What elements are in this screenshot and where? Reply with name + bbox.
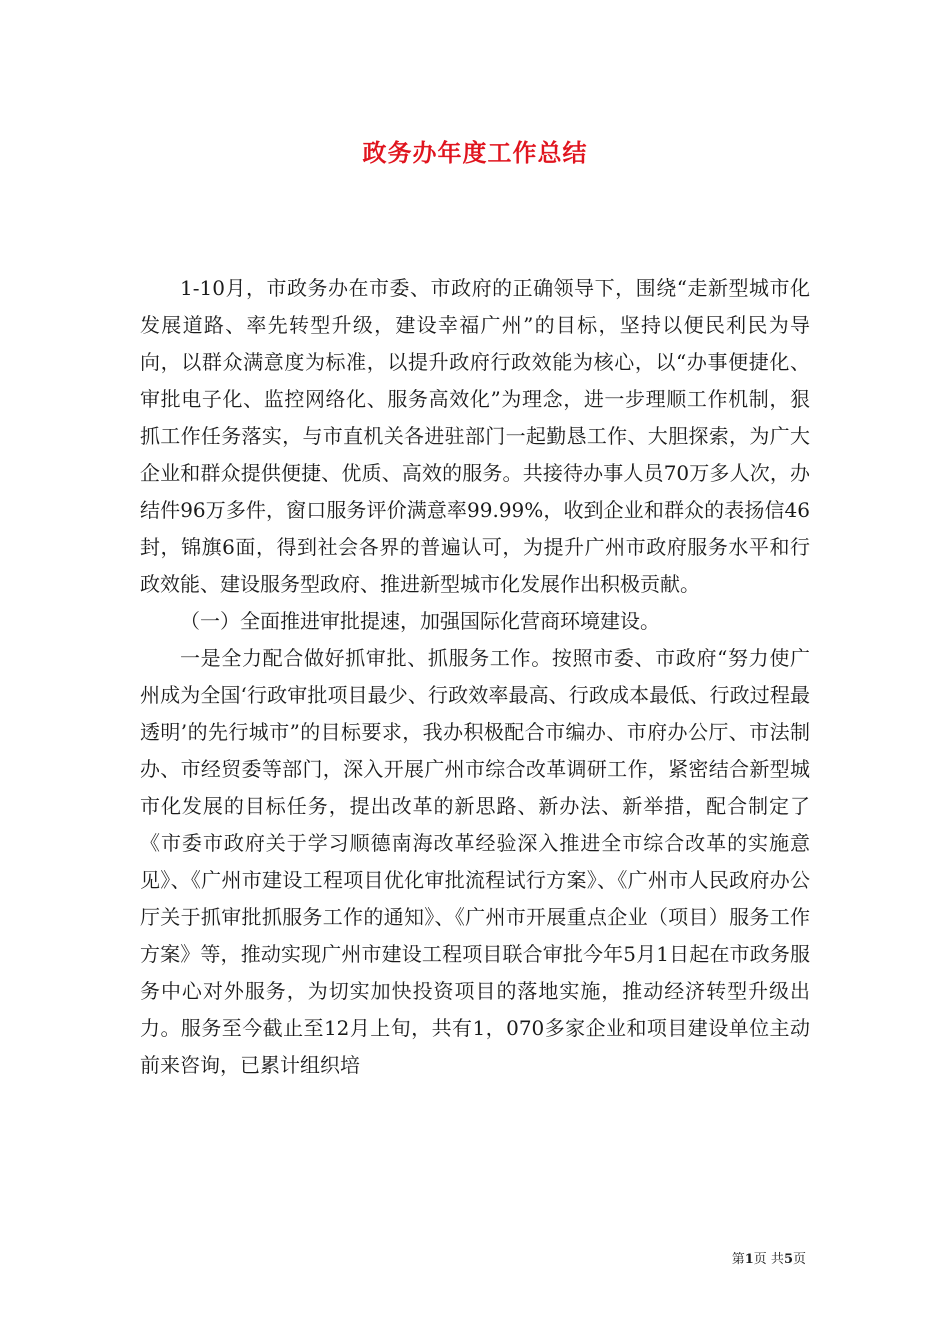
paragraph-approval-service: 一是全力配合做好抓审批、抓服务工作。按照市委、市政府“努力使广州成为全国‘行政审批项目最少、行政效率最高、行政成本最低、行政过程最透明’的先行城市”的目标要求，我办积极配合市编办、市府办公厅、市法制办、市经贸委等部门，深入开展广州市综合改革调研工作，紧密结合新型城市化发展的目标任务，提出改革的新思路、新办法、新举措，配合制定了《市委市政府关于学习顺德南海改革经验深入推进全市综合改革的实施意见》、《广州市建设工程项目优化审批流程试行方案》、《广州市人民政府办公厅关于抓审批抓服务工作的通知》、《广州市开展重点企业（项目）服务工作方案》等，推动实现广州市建设工程项目联合审批今年5月1日起在市政务服务中心对外服务，为切实加快投资项目的落地实施，推动经济转型升级出力。服务至今截止至12月上旬，共有1，070多家企业和项目建设单位主动前来咨询，已累计组织培 bbox=[140, 646, 810, 1077]
document-title: 政务办年度工作总结 bbox=[362, 138, 588, 167]
footer-suffix: 页 bbox=[792, 1252, 806, 1267]
footer-current-page: 1 bbox=[744, 1252, 754, 1267]
footer-middle: 页 共 bbox=[753, 1252, 784, 1267]
document-body bbox=[140, 270, 810, 1084]
footer-total-pages: 5 bbox=[783, 1252, 793, 1267]
footer-prefix: 第 bbox=[731, 1252, 745, 1267]
page-number-footer bbox=[732, 1248, 806, 1267]
section-heading-1: （一）全面推进审批提速，加强国际化营商环境建设。 bbox=[180, 609, 660, 633]
paragraph-summary: 1-10月，市政务办在市委、市政府的正确领导下，围绕“走新型城市化发展道路、率先转型升级，建设幸福广州”的目标，坚持以便民利民为导向，以群众满意度为标准，以提升政府行政效能为核心，以“办事便捷化、审批电子化、监控网络化、服务高效化”为理念，进一步理顺工作机制，狠抓工作任务落实，与市直机关各进驻部门一起勤恳工作、大胆探索，为广大企业和群众提供便捷、优质、高效的服务。共接待办事人员70万多人次，办结件96万多件，窗口服务评价满意率99.99%，收到企业和群众的表扬信46封，锦旗6面，得到社会各界的普遍认可，为提升广州市政府服务水平和行政效能、建设服务型政府、推进新型城市化发展作出积极贡献。 bbox=[140, 276, 810, 596]
